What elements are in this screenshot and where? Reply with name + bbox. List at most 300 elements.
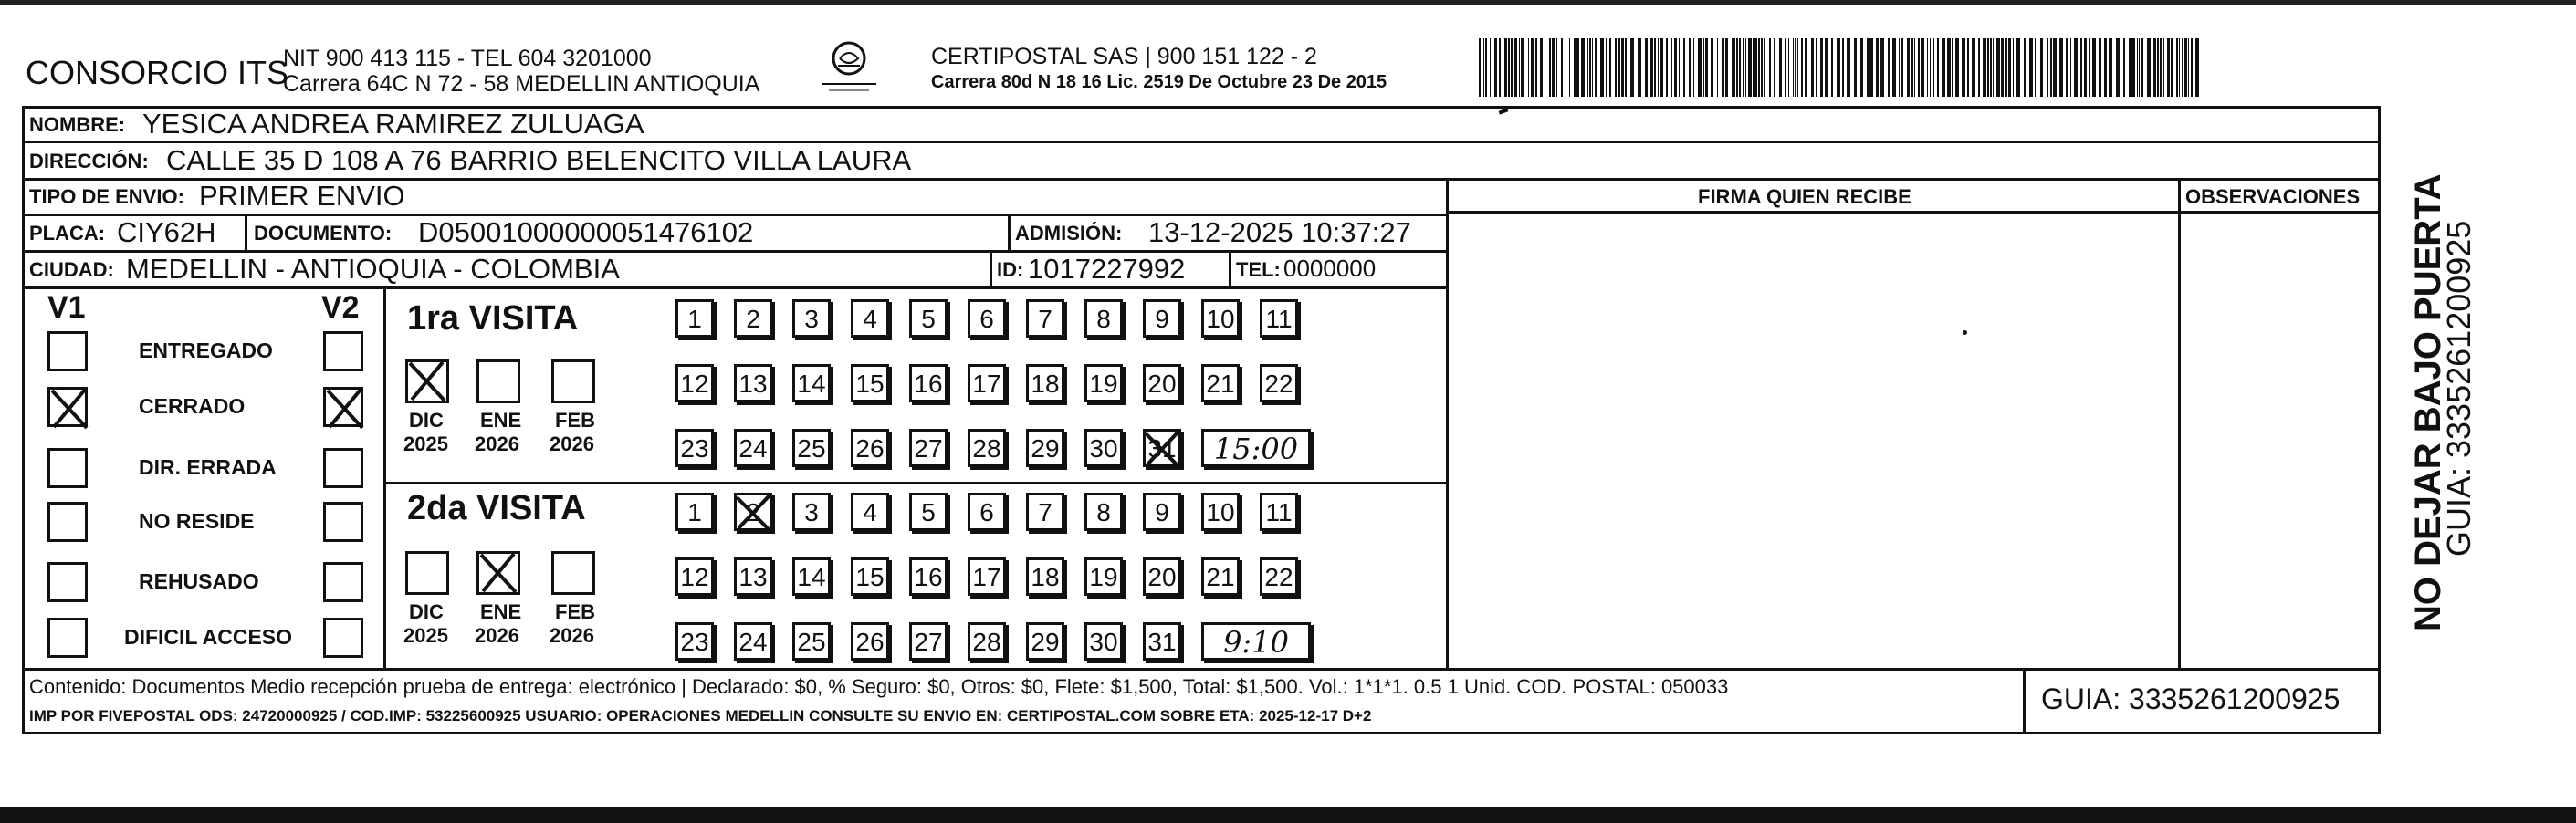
day-box[interactable] [734, 299, 772, 338]
day-number: 15 [855, 563, 885, 591]
day-box[interactable] [851, 493, 889, 531]
status-v2-checkbox[interactable] [323, 618, 363, 658]
month-year: 2026 [475, 624, 519, 647]
month-year: 2026 [550, 624, 594, 647]
barcode-bar [2074, 38, 2078, 97]
barcode-bar [1660, 38, 1663, 97]
day-box[interactable] [851, 299, 889, 338]
barcode-bar [1717, 38, 1718, 97]
barcode-bar [1531, 38, 1534, 97]
day-number: 3 [804, 498, 819, 526]
day-box[interactable] [851, 622, 889, 661]
barcode-bar [1739, 38, 1741, 97]
day-box[interactable] [1026, 429, 1064, 467]
day-number: 19 [1089, 563, 1118, 591]
placa-label: PLACA: [29, 222, 106, 245]
barcode-bar [2089, 38, 2090, 97]
day-box[interactable] [851, 557, 889, 596]
day-number: 30 [1089, 434, 1118, 463]
day-box[interactable] [851, 429, 889, 467]
grid-line [383, 482, 1446, 484]
tipo-value: PRIMER ENVIO [199, 180, 405, 212]
barcode-bar [2147, 38, 2151, 97]
month-label: ENE [480, 409, 522, 432]
nombre-value: YESICA ANDREA RAMIREZ ZULUAGA [142, 108, 644, 140]
barcode-bar [1618, 38, 1620, 97]
day-number: 22 [1264, 370, 1293, 398]
day-box[interactable] [1143, 429, 1181, 467]
barcode-bar [1921, 38, 1924, 97]
month-label: DIC [409, 409, 444, 432]
barcode-bar [2153, 38, 2156, 97]
barcode-bar [1650, 38, 1653, 97]
day-box[interactable] [1084, 622, 1123, 661]
barcode-bar [1974, 38, 1975, 97]
documento-label: DOCUMENTO: [254, 222, 393, 245]
day-box[interactable] [1143, 493, 1181, 531]
barcode-bar [1748, 38, 1752, 97]
day-box[interactable] [909, 493, 948, 531]
day-box[interactable] [792, 557, 831, 596]
barcode-bar [1587, 38, 1588, 97]
day-number: 21 [1206, 370, 1235, 398]
tel-label: TEL: [1236, 258, 1281, 281]
barcode-bar [2116, 38, 2120, 97]
barcode-bar [2191, 38, 2193, 97]
barcode-bar [1745, 38, 1746, 97]
barcode-bar [1963, 38, 1965, 97]
company-name: CONSORCIO ITS [26, 54, 289, 91]
barcode-bar [1888, 38, 1890, 97]
day-box[interactable] [909, 299, 948, 338]
barcode-bar [1842, 38, 1844, 97]
barcode-bar [1645, 38, 1648, 97]
day-number: 24 [738, 628, 768, 656]
barcode-bar [1592, 38, 1593, 97]
barcode-bar [1779, 38, 1782, 97]
barcode-bar [1600, 38, 1604, 97]
barcode-bar [1569, 38, 1570, 97]
day-number: 28 [972, 434, 1001, 463]
status-label: DIFICIL ACCESO [124, 625, 293, 649]
barcode-bar [1797, 38, 1798, 97]
day-number: 23 [680, 434, 709, 463]
barcode-bar [1666, 38, 1668, 97]
day-number: 17 [972, 370, 1001, 398]
day-number: 14 [797, 370, 826, 398]
barcode-bar [2035, 38, 2036, 97]
day-box[interactable] [1143, 557, 1181, 596]
barcode-bar [1581, 38, 1585, 97]
day-x-mark [1142, 428, 1184, 479]
barcode-bar [1942, 38, 1945, 97]
barcode-bar [1561, 38, 1563, 97]
grid-line [1229, 250, 1231, 286]
status-v2-checkbox[interactable] [323, 502, 363, 542]
day-number: 8 [1096, 498, 1111, 526]
day-number: 11 [1265, 498, 1293, 526]
barcode-bar [1705, 38, 1708, 97]
day-box[interactable] [1143, 299, 1181, 338]
month-checkbox[interactable] [551, 551, 595, 595]
barcode-bar [1805, 38, 1807, 97]
day-box[interactable] [1026, 299, 1064, 338]
day-box[interactable] [968, 557, 1006, 596]
barcode-bar [1793, 38, 1794, 97]
barcode-bar [1825, 38, 1828, 97]
grid-line [383, 286, 386, 668]
day-box[interactable] [734, 364, 772, 402]
day-box[interactable] [1084, 299, 1123, 338]
barcode-bar [1811, 38, 1814, 97]
barcode-bar [2110, 38, 2112, 97]
barcode-bar [1576, 38, 1579, 97]
day-box[interactable] [675, 557, 714, 596]
barcode-bar [1764, 38, 1765, 97]
month-checkbox[interactable] [405, 551, 449, 595]
direccion-value: CALLE 35 D 108 A 76 BARRIO BELENCITO VILLA LAURA [166, 144, 912, 176]
day-number: 22 [1264, 563, 1293, 591]
barcode-bar [1736, 38, 1738, 97]
carrier-line: CERTIPOSTAL SAS | 900 151 122 - 2 [931, 44, 1317, 69]
day-number: 24 [738, 434, 768, 463]
barcode-bar [1540, 38, 1543, 97]
barcode-bar [1595, 38, 1597, 97]
barcode-bar [1854, 38, 1857, 97]
day-box[interactable] [675, 429, 714, 467]
month-checkbox[interactable] [476, 359, 520, 403]
id-label: ID: [997, 258, 1024, 281]
day-box[interactable] [1260, 299, 1298, 338]
barcode-bar [1901, 38, 1903, 97]
barcode-bar [1521, 38, 1524, 97]
day-number: 13 [738, 563, 768, 591]
barcode-bar [1625, 38, 1627, 97]
barcode-bar [2024, 38, 2026, 97]
firma-header: FIRMA QUIEN RECIBE [1698, 185, 1911, 208]
day-box[interactable] [734, 429, 772, 467]
day-box[interactable] [1260, 493, 1298, 531]
day-box[interactable] [734, 557, 772, 596]
grid-line [2378, 106, 2381, 734]
barcode-bar [1769, 38, 1771, 97]
v1-header: V1 [47, 290, 86, 325]
barcode-bar [1658, 38, 1659, 97]
status-v2-checkbox[interactable] [323, 387, 363, 427]
barcode-bar [1758, 38, 1760, 97]
barcode-bar [1860, 38, 1863, 97]
barcode-bar [2040, 38, 2043, 97]
barcode-bar [1753, 38, 1754, 97]
barcode-bar [2005, 38, 2007, 97]
barcode-bar [2129, 38, 2131, 97]
day-box[interactable] [734, 622, 772, 661]
barcode-bar [2053, 38, 2057, 97]
barcode-bar [1993, 38, 1994, 97]
nombre-label: NOMBRE: [29, 113, 126, 136]
day-box[interactable] [1201, 493, 1240, 531]
day-x-mark [733, 492, 775, 543]
barcode-bar [1556, 38, 1557, 97]
barcode-bar [2092, 38, 2096, 97]
barcode-bar [1987, 38, 1989, 97]
day-number: 19 [1089, 370, 1118, 398]
barcode-bar [1761, 38, 1763, 97]
day-box[interactable] [909, 557, 948, 596]
barcode-bar [1683, 38, 1685, 97]
day-box[interactable] [1201, 364, 1240, 402]
barcode-bar [1937, 38, 1939, 97]
side-guia: GUIA: 3335261200925 [2440, 220, 2477, 557]
barcode-bar [2182, 38, 2183, 97]
day-box[interactable] [909, 364, 948, 402]
barcode-bar [1514, 38, 1517, 97]
day-number: 1 [687, 498, 702, 526]
day-box[interactable] [968, 429, 1006, 467]
day-box[interactable] [1026, 622, 1064, 661]
day-box[interactable] [1260, 557, 1298, 596]
status-v1-checkbox[interactable] [47, 502, 88, 542]
day-box[interactable] [1084, 364, 1123, 402]
footer-contenido: Contenido: Documentos Medio recepción prueba de entrega: electrónico | Declarado: $0, % Seguro: $0, Otros: $0, Flete: $1,500, Total: $1,500. Vol.: 1*1*1. 0.5 1 Unid. COD. POSTAL: 050033 [29, 675, 1729, 698]
month-checkbox[interactable] [551, 359, 595, 403]
barcode-bar [1801, 38, 1803, 97]
barcode-bar [1785, 38, 1786, 97]
barcode-bar [1494, 38, 1497, 97]
day-box[interactable] [675, 364, 714, 402]
barcode-bar [1589, 38, 1591, 97]
barcode-bar [2066, 38, 2068, 97]
day-box[interactable] [1084, 429, 1123, 467]
day-number: 8 [1096, 305, 1111, 333]
day-box[interactable] [909, 622, 948, 661]
status-v2-checkbox[interactable] [323, 448, 363, 488]
day-number: 10 [1206, 498, 1235, 526]
day-box[interactable] [1260, 364, 1298, 402]
barcode-bar [1867, 38, 1869, 97]
barcode-bar [1552, 38, 1555, 97]
day-number: 28 [972, 628, 1001, 656]
barcode-bar [1609, 38, 1611, 97]
status-label: CERRADO [139, 394, 246, 418]
barcode-bar [1679, 38, 1680, 97]
day-number: 7 [1038, 305, 1052, 333]
status-v1-checkbox[interactable] [47, 618, 88, 658]
day-number: 11 [1265, 305, 1293, 333]
grid-line [1008, 214, 1011, 250]
barcode-bar [1549, 38, 1551, 97]
barcode-bar [1955, 38, 1959, 97]
month-checkbox[interactable] [405, 359, 449, 403]
barcode-bar [1899, 38, 1900, 97]
day-number: 12 [680, 370, 709, 398]
grid-line [22, 286, 1446, 289]
barcode-bar [2139, 38, 2140, 97]
status-v2-checkbox[interactable] [323, 331, 363, 371]
day-number: 17 [972, 563, 1001, 591]
barcode-bar [2195, 38, 2199, 97]
barcode-bar [1508, 38, 1510, 97]
barcode-bar [2050, 38, 2052, 97]
month-year: 2026 [550, 432, 594, 455]
day-box[interactable] [792, 429, 831, 467]
day-number: 6 [979, 498, 994, 526]
day-number: 14 [797, 563, 826, 591]
barcode-bar [1990, 38, 1992, 97]
barcode-bar [1831, 38, 1833, 97]
barcode-bar [1972, 38, 1974, 97]
barcode-bar [2157, 38, 2159, 97]
ciudad-label: CIUDAD: [29, 258, 114, 281]
day-box[interactable] [909, 429, 948, 467]
grid-line [2178, 178, 2181, 671]
bottom-rule [0, 807, 2576, 823]
day-number: 31 [1147, 434, 1177, 463]
barcode-bar [2160, 38, 2162, 97]
day-number: 16 [914, 370, 943, 398]
status-v1-checkbox[interactable] [47, 562, 88, 602]
day-box[interactable] [1084, 493, 1123, 531]
day-box[interactable] [675, 493, 714, 531]
barcode-bar [1914, 38, 1915, 97]
barcode-bar [2109, 38, 2110, 97]
barcode-bar [1880, 38, 1884, 97]
status-label: REHUSADO [139, 569, 259, 593]
grid-line [22, 106, 25, 734]
barcode-bar [1892, 38, 1896, 97]
day-box[interactable] [1026, 364, 1064, 402]
barcode-bar [1996, 38, 2000, 97]
company-nit: NIT 900 413 115 - TEL 604 3201000 [283, 46, 652, 71]
barcode-bar [1876, 38, 1879, 97]
day-box[interactable] [675, 622, 714, 661]
barcode-bar [1743, 38, 1744, 97]
barcode-bar [2047, 38, 2048, 97]
barcode-bar [1574, 38, 1576, 97]
day-box[interactable] [1143, 364, 1181, 402]
barcode-bar [1621, 38, 1624, 97]
day-number: 16 [914, 563, 943, 591]
barcode-bar [1930, 38, 1931, 97]
grid-line [22, 141, 2381, 143]
grid-line [22, 732, 2381, 734]
day-box[interactable] [1143, 622, 1181, 661]
barcode-bar [1927, 38, 1928, 97]
day-number: 20 [1147, 563, 1177, 591]
day-number: 9 [1155, 498, 1169, 526]
month-checkbox[interactable] [476, 551, 520, 595]
barcode-bar [1638, 38, 1641, 97]
v2-header: V2 [321, 290, 360, 325]
day-box[interactable] [792, 622, 831, 661]
status-v1-checkbox[interactable] [47, 448, 88, 488]
day-box[interactable] [734, 493, 772, 531]
barcode-bar [2080, 38, 2082, 97]
month-label: FEB [555, 409, 595, 432]
month-year: 2025 [403, 432, 448, 455]
day-box[interactable] [1084, 557, 1123, 596]
status-v2-checkbox[interactable] [323, 562, 363, 602]
barcode-bar [1485, 38, 1487, 97]
barcode-bar [1962, 38, 1963, 97]
day-number: 4 [863, 305, 877, 333]
barcode-bar [1703, 38, 1704, 97]
day-box[interactable] [968, 364, 1006, 402]
day-box[interactable] [1026, 557, 1064, 596]
barcode-bar [1535, 38, 1537, 97]
day-number: 6 [979, 305, 994, 333]
status-v1-checkbox[interactable] [47, 331, 88, 371]
day-box[interactable] [851, 364, 889, 402]
day-box[interactable] [675, 299, 714, 338]
day-number: 29 [1031, 628, 1060, 656]
day-number: 5 [921, 305, 936, 333]
day-box[interactable] [968, 622, 1006, 661]
day-number: 4 [863, 498, 877, 526]
barcode-bar [2008, 38, 2011, 97]
tipo-label: TIPO DE ENVIO: [29, 185, 184, 208]
month-year: 2025 [403, 624, 448, 647]
day-number: 2 [746, 305, 760, 333]
day-box[interactable] [792, 364, 831, 402]
day-number: 18 [1031, 563, 1060, 591]
day-number: 13 [738, 370, 768, 398]
barcode-bar [1847, 38, 1850, 97]
barcode-bar [1918, 38, 1920, 97]
barcode-bar [1490, 38, 1491, 97]
barcode-bar [1795, 38, 1796, 97]
barcode-bar [1978, 38, 1980, 97]
stray-dot [1963, 330, 1967, 335]
barcode-bar [2001, 38, 2004, 97]
day-number: 26 [855, 434, 885, 463]
day-number: 21 [1206, 563, 1235, 591]
barcode-bar [1725, 38, 1728, 97]
day-box[interactable] [792, 493, 831, 531]
grid-line [990, 250, 992, 286]
barcode-bar [1504, 38, 1507, 97]
time-handwritten[interactable]: 9:10 [1201, 622, 1311, 661]
day-box[interactable] [792, 299, 831, 338]
day-box[interactable] [1201, 299, 1240, 338]
visit1-title: 1ra VISITA [407, 299, 579, 338]
day-number: 20 [1147, 370, 1177, 398]
status-v1-checkbox[interactable] [47, 387, 88, 427]
barcode-bar [1754, 38, 1757, 97]
barcode-bar [1722, 38, 1723, 97]
month-label: ENE [480, 600, 522, 623]
barcode-bar [1911, 38, 1913, 97]
barcode-bar [2141, 38, 2143, 97]
barcode-bar [1615, 38, 1617, 97]
documento-value: D05001000000051476102 [418, 216, 754, 248]
barcode-bar [1654, 38, 1656, 97]
grid-line [22, 668, 2381, 671]
observaciones-header: OBSERVACIONES [2185, 185, 2361, 208]
barcode-bar [2029, 38, 2033, 97]
day-box[interactable] [968, 493, 1006, 531]
day-box[interactable] [968, 299, 1006, 338]
barcode-bar [1837, 38, 1840, 97]
tel-value: 0000000 [1283, 255, 1377, 282]
barcode-bar [1483, 38, 1484, 97]
time-handwritten[interactable]: 15:00 [1201, 429, 1311, 467]
certipostal-logo [812, 40, 885, 97]
day-box[interactable] [1201, 557, 1240, 596]
day-number: 15 [855, 370, 885, 398]
day-box[interactable] [1026, 493, 1064, 531]
barcode-bar [2188, 38, 2189, 97]
